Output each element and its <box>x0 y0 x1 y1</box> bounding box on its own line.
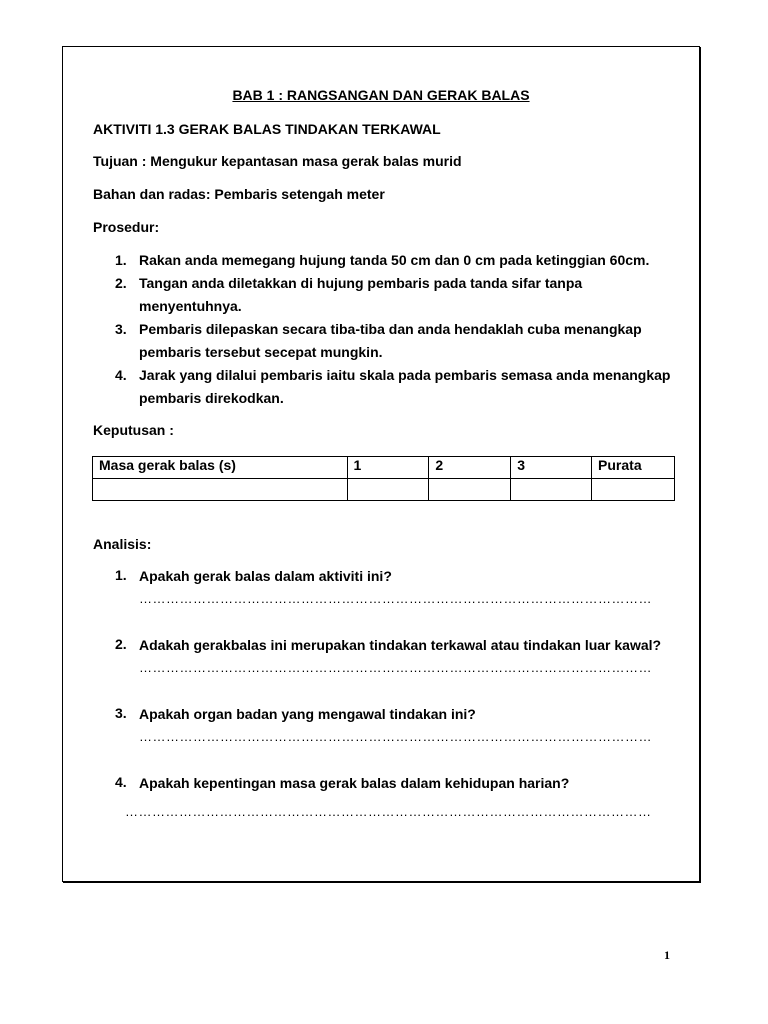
results-table <box>92 456 675 501</box>
table-row <box>93 479 675 501</box>
step-number: 1. <box>115 252 127 268</box>
blank-answer-cell[interactable] <box>592 479 675 501</box>
aim-text: Tujuan : Mengukur kepantasan masa gerak balas murid <box>93 153 462 169</box>
procedure-step <box>115 318 685 364</box>
header-cell: Purata <box>592 457 675 479</box>
step-text: Rakan anda memegang hujung tanda 50 cm dan 0 cm pada ketinggian 60cm. <box>139 252 650 268</box>
activity-title: AKTIVITI 1.3 GERAK BALAS TINDAKAN TERKAWAL <box>93 121 441 137</box>
materials-text: Bahan dan radas: Pembaris setengah meter <box>93 186 385 202</box>
procedure-step <box>115 272 685 318</box>
worksheet-frame <box>62 46 700 882</box>
procedure-step <box>115 249 685 272</box>
step-text: Tangan anda diletakkan di hujung pembaris pada tanda sifar tanpa menyentuhnya. <box>139 275 583 314</box>
procedure-step <box>115 364 685 410</box>
blank-answer-cell[interactable] <box>511 479 592 501</box>
analysis-list <box>115 567 675 843</box>
page-number: 1 <box>664 948 670 962</box>
question-number: 4. <box>115 774 127 790</box>
step-number: 3. <box>115 321 127 337</box>
blank-answer-cell[interactable] <box>93 479 348 501</box>
question-text: Apakah kepentingan masa gerak balas dalam kehidupan harian? <box>139 775 570 791</box>
question-text: Apakah gerak balas dalam aktiviti ini? <box>139 568 392 584</box>
header-cell: 3 <box>511 457 592 479</box>
chapter-title: BAB 1 : RANGSANGAN DAN GERAK BALAS <box>232 87 530 103</box>
procedure-list <box>115 249 685 410</box>
question-number: 2. <box>115 636 127 652</box>
answer-line[interactable]: …………………………………………………………………………………………………… <box>139 591 652 606</box>
header-cell: Masa gerak balas (s) <box>93 457 348 479</box>
results-heading: Keputusan : <box>93 422 174 438</box>
question-text: Apakah organ badan yang mengawal tindakan ini? <box>139 706 476 722</box>
procedure-heading: Prosedur: <box>93 219 160 235</box>
analysis-heading: Analisis: <box>93 536 152 552</box>
analysis-question <box>115 774 675 843</box>
header-cell: 2 <box>429 457 511 479</box>
analysis-question <box>115 636 675 705</box>
step-number: 2. <box>115 275 127 291</box>
header-cell: 1 <box>347 457 429 479</box>
step-text: Pembaris dilepaskan secara tiba-tiba dan anda hendaklah cuba menangkap pembaris tersebut secepat mungkin. <box>139 321 642 360</box>
step-number: 4. <box>115 367 127 383</box>
blank-answer-cell[interactable] <box>429 479 511 501</box>
step-text: Jarak yang dilalui pembaris iaitu skala pada pembaris semasa anda menangkap pembaris direkodkan. <box>139 367 671 406</box>
blank-answer-cell[interactable] <box>347 479 429 501</box>
question-number: 3. <box>115 705 127 721</box>
analysis-question <box>115 567 675 636</box>
analysis-question <box>115 705 675 774</box>
question-text: Adakah gerakbalas ini merupakan tindakan terkawal atau tindakan luar kawal? <box>139 637 662 653</box>
question-number: 1. <box>115 567 127 583</box>
answer-line[interactable]: …………………………………………………………………………………………………… <box>139 660 652 675</box>
answer-line[interactable]: …………………………………………………………………………………………………… <box>139 729 652 744</box>
table-header-row <box>93 457 675 479</box>
answer-line[interactable]: ……………………………………………………………………………………………………… <box>125 804 652 819</box>
